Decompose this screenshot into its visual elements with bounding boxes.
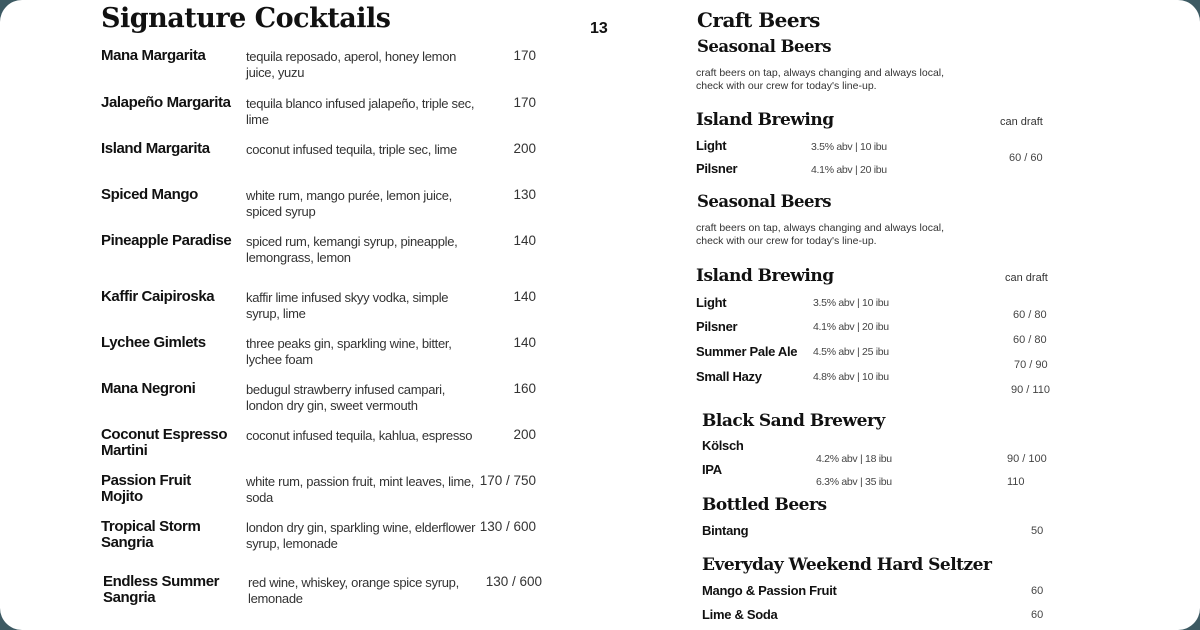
beer-name: Summer Pale Ale [696, 344, 798, 359]
craft-beers-title: Craft Beers [697, 8, 820, 32]
can-draft-label: can draft [1005, 272, 1048, 284]
beer-price: 50 [1031, 525, 1044, 537]
brewery-title: Island Brewing [696, 266, 834, 286]
cocktail-name: Tropical Storm Sangria [101, 518, 201, 551]
cocktail-price: 200 [513, 141, 536, 156]
cocktail-price: 170 / 750 [479, 473, 536, 488]
seasonal-beers-title: Seasonal Beers [697, 37, 832, 56]
can-draft-label: can draft [1000, 116, 1043, 128]
cocktail-name: Mana Negroni [101, 380, 196, 397]
seasonal-beers-title: Seasonal Beers [697, 192, 832, 211]
cocktail-price: 140 [513, 289, 536, 304]
cocktail-name: Coconut Espresso Martini [101, 426, 228, 459]
beer-name: Pilsner [696, 161, 738, 176]
seltzer-price: 60 [1031, 585, 1044, 597]
cocktail-desc: coconut infused tequila, triple sec, lime [246, 142, 457, 157]
seltzer-name: Mango & Passion Fruit [702, 583, 837, 598]
seasonal-blurb: craft beers on tap, always changing and always local, check with our crew for today's line-up. [696, 222, 945, 247]
beer-abv: 4.2% abv | 18 ibu [816, 453, 892, 465]
cocktail-name: Passion Fruit Mojito [101, 472, 191, 505]
cocktail-price: 200 [513, 427, 536, 442]
cocktail-desc: coconut infused tequila, kahlua, espresso [246, 428, 473, 443]
beer-price: 60 / 80 [1013, 309, 1047, 321]
beer-name: Kölsch [702, 438, 744, 453]
beer-price: 60 / 80 [1013, 334, 1047, 346]
cocktail-desc: white rum, passion fruit, mint leaves, lime, soda [246, 474, 475, 505]
cocktail-price: 170 [513, 48, 536, 63]
cocktail-name: Lychee Gimlets [101, 334, 206, 351]
beer-abv: 3.5% abv | 10 ibu [813, 297, 889, 309]
cocktail-desc: three peaks gin, sparkling wine, bitter, lychee foam [246, 336, 452, 367]
beer-name: IPA [702, 462, 722, 477]
brewery-title: Island Brewing [696, 110, 834, 130]
brewery-title: Black Sand Brewery [702, 411, 885, 431]
beer-price: 90 / 100 [1007, 453, 1047, 465]
cocktail-desc: london dry gin, sparkling wine, elderflower syrup, lemonade [246, 520, 476, 551]
beer-price: 90 / 110 [1011, 384, 1050, 396]
beer-abv: 3.5% abv | 10 ibu [811, 141, 887, 153]
beer-abv: 4.1% abv | 20 ibu [813, 321, 889, 333]
beer-abv: 4.1% abv | 20 ibu [811, 164, 887, 176]
cocktail-desc: bedugul strawberry infused campari, london dry gin, sweet vermouth [246, 382, 446, 413]
cocktail-desc: tequila reposado, aperol, honey lemon juice, yuzu [246, 49, 457, 80]
cocktail-price: 140 [513, 335, 536, 350]
cocktails-title: Signature Cocktails [101, 3, 391, 34]
beer-name: Light [696, 138, 727, 153]
cocktail-price: 130 / 600 [485, 574, 542, 589]
cocktail-desc: kaffir lime infused skyy vodka, simple syrup, lime [246, 290, 449, 321]
beer-price: 60 / 60 [1009, 152, 1043, 164]
cocktail-desc: red wine, whiskey, orange spice syrup, lemonade [248, 575, 459, 606]
cocktail-name: Spiced Mango [101, 186, 198, 203]
seasonal-blurb: craft beers on tap, always changing and always local, check with our crew for today's line-up. [696, 67, 945, 92]
seltzer-price: 60 [1031, 609, 1044, 621]
beer-name: Small Hazy [696, 369, 762, 384]
beer-price: 70 / 90 [1014, 359, 1048, 371]
cocktail-price: 140 [513, 233, 536, 248]
cocktail-desc: spiced rum, kemangi syrup, pineapple, lemongrass, lemon [246, 234, 458, 265]
page-number: 13 [590, 20, 608, 37]
seltzer-name: Lime & Soda [702, 607, 778, 622]
cocktail-price: 130 / 600 [479, 519, 536, 534]
cocktail-desc: white rum, mango purée, lemon juice, spiced syrup [246, 188, 452, 219]
beer-abv: 6.3% abv | 35 ibu [816, 476, 892, 488]
cocktail-price: 170 [513, 95, 536, 110]
seltzer-title: Everyday Weekend Hard Seltzer [702, 555, 992, 575]
cocktail-price: 160 [513, 381, 536, 396]
cocktail-name: Endless Summer Sangria [103, 573, 220, 606]
cocktail-name: Jalapeño Margarita [101, 94, 231, 111]
beer-abv: 4.8% abv | 10 ibu [813, 371, 889, 383]
cocktail-desc: tequila blanco infused jalapeño, triple sec, lime [246, 96, 475, 127]
beer-price: 110 [1007, 476, 1025, 488]
beer-abv: 4.5% abv | 25 ibu [813, 346, 889, 358]
beer-name: Light [696, 295, 727, 310]
beer-name: Bintang [702, 523, 749, 538]
beer-name: Pilsner [696, 319, 738, 334]
cocktail-name: Island Margarita [101, 140, 210, 157]
cocktail-price: 130 [513, 187, 536, 202]
cocktail-name: Kaffir Caipiroska [101, 288, 215, 305]
cocktail-name: Mana Margarita [101, 47, 206, 64]
bottled-beers-title: Bottled Beers [702, 495, 827, 515]
cocktail-name: Pineapple Paradise [101, 232, 232, 249]
